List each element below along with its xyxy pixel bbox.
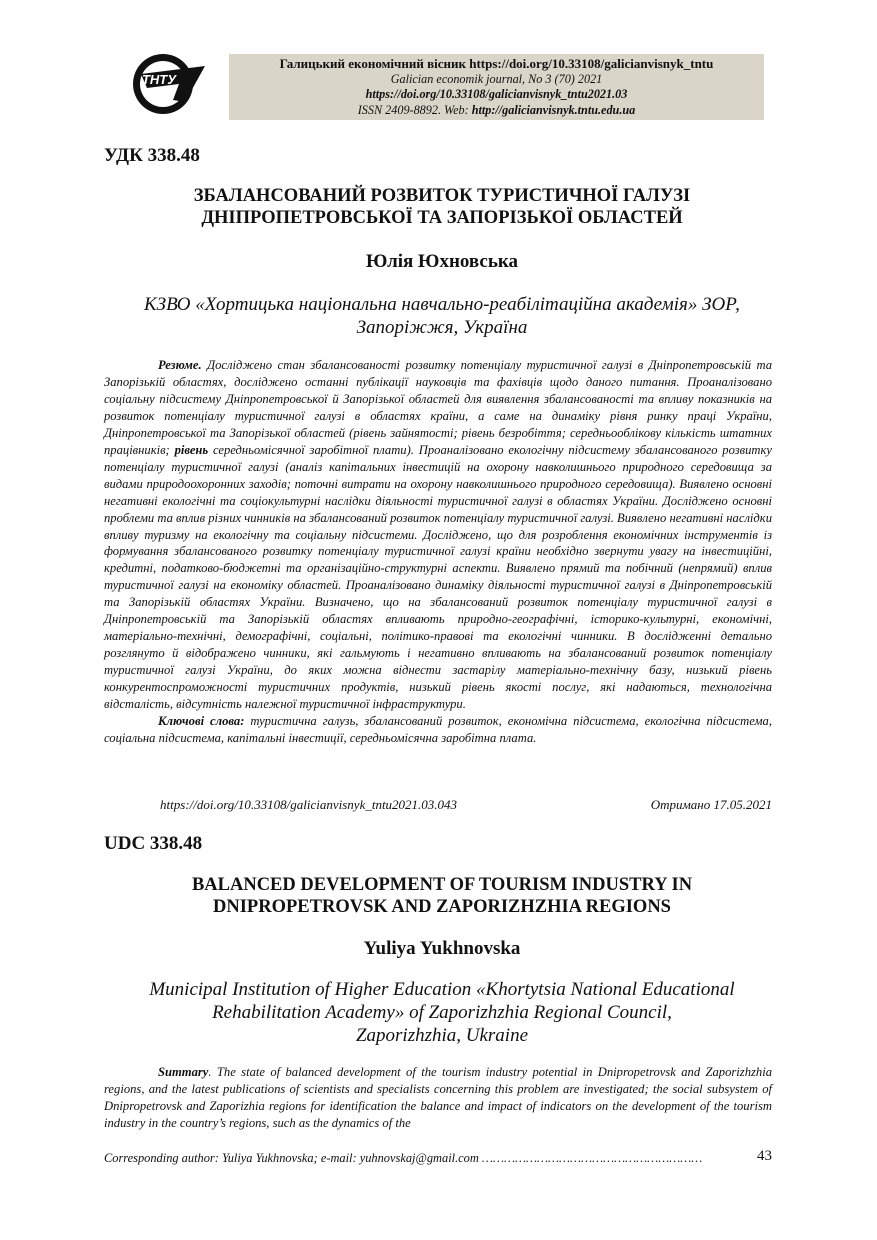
affiliation-ukr: [104, 293, 780, 339]
affiliation-eng: [104, 978, 780, 1047]
doi-received-row: [160, 797, 772, 813]
header-line-1: Галицький економічний вісник https://doi.org/10.33108/galicianvisnyk_tntu: [279, 56, 714, 71]
affiliation-eng-line-1: Municipal Institution of Higher Education «Khortytsia National Educational: [149, 979, 735, 1000]
article-doi-link[interactable]: https://doi.org/10.33108/galicianvisnyk_tntu2021.03.043: [160, 797, 458, 812]
summary-label-eng: Summary: [158, 1065, 209, 1079]
journal-logo: [127, 44, 207, 124]
title-ukr-line-2: ДНІПРОПЕТРОВСЬКОЇ ТА ЗАПОРІЗЬКОЇ ОБЛАСТЕЙ: [201, 208, 683, 228]
udc-eng: UDC 338.48: [104, 833, 203, 854]
title-eng-line-1: BALANCED DEVELOPMENT OF TOURISM INDUSTRY IN: [191, 875, 693, 895]
title-eng-line-2: DNIPROPETROVSK AND ZAPORIZHZHIA REGIONS: [213, 897, 671, 917]
received-date: Отримано 17.05.2021: [650, 797, 772, 812]
keywords-label-ukr: Ключові слова:: [158, 714, 245, 729]
title-ukr-line-1: ЗБАЛАНСОВАНИЙ РОЗВИТОК ТУРИСТИЧНОЇ ГАЛУЗІ: [193, 186, 691, 206]
abstract-label-ukr: Резюме.: [158, 358, 202, 372]
issn-text: ISSN 2409-8892. Web:: [357, 102, 472, 117]
summary-text-eng: . The state of balanced development of the tourism industry potential in Dnipropetrovsk and Zaporizhzhia regions, and the latest publications of scientists and specialists concerning this problem are investigated; the social subsystem of Dnipropetrovsk and Zaporizhia regions for identification the balance and impact of indicators on the development of the tourism industry in the country’s regions, such as the dynamics of the: [104, 1065, 772, 1130]
title-eng: [104, 874, 780, 918]
abstract-text-ukr: Досліджено стан збалансованості розвитку потенціалу туристичної галузі в Дніпропетровській та Запорізькій областях, досліджено останні публікації науковців та фахівців щодо даного питання. Проаналізовано соціальну підсистему Дніпропетровської й Запорізької областей для виявлення збалансованості та впливу показників на розвиток потенціалу туристичної галузі в областях країни, а саме на динаміку рівня ринку праці України, Дніпропетровської та Запорізької областей (рівень зайнятості; рівень безробіття; середньооблікову кількість штатних працівників;: [104, 358, 772, 457]
abstract-ukr: [104, 357, 772, 747]
author-ukr: Юлія Юхновська: [365, 251, 519, 272]
logo-text: ТНТУ: [141, 72, 177, 87]
udc-ukr: УДК 338.48: [104, 145, 200, 166]
corresponding-author: Corresponding author: Yuliya Yukhnovska; e-mail: yuhnovskaj@gmail.com ……………………………………………………: [104, 1151, 703, 1165]
abstract-bold-word: рівень: [174, 442, 209, 457]
summary-eng: [104, 1064, 772, 1132]
header-line-3: https://doi.org/10.33108/galicianvisnyk_tntu2021.03: [365, 87, 628, 102]
journal-header: [229, 54, 764, 120]
header-line-4: [229, 103, 764, 119]
keywords-text-ukr: туристична галузь, збалансований розвиток, економічна підсистема, екологічна підсистема, соціальна підсистема, капітальні інвестиції, середньомісячна заробітна плата.: [104, 714, 772, 745]
page-footer: [104, 1148, 772, 1166]
journal-website-link[interactable]: http://galicianvisnyk.tntu.edu.ua: [471, 102, 636, 117]
abstract-text-ukr-2: середньомісячної заробітної плати). Проаналізовано екологічну підсистему збалансованого розвитку потенціалу туристичної галузі (аналіз капітальних інвестицій на охорону навколишнього природного середовища за видами природоохоронних заходів; поточні витрати на охорону навколишнього природного середовища). Виявлено основні негативні екологічні та соціокультурні наслідки діяльності туристичної галузі в областях України. Досліджено основні проблеми та вплив різних чинників на збалансований розвиток потенціалу туристичної галузі. Виявлено негативні наслідки впливу туризму на екологічну та соціальну підсистеми. Досліджено, що для розроблення економічних інструментів із формування збалансованого розвитку потенціалу туристичної галузі країни необхідно звернути увагу на інвестиційні, кредитні, податково-бюджетні та організаційно-структурні аспекти. Виявлено прямий та побічний (непрямий) вплив туристичної галузі на економіку областей. Проаналізовано динаміку діяльності туристичної галузі в Дніпропетровській та Запорізькій областях України. Визначено, що на збалансований розвиток потенціалу туристичної галузі в Дніпропетровській та Запорізькій областях впливають природно-географічні, історико-культурні, економічні, матеріально-технічні, демографічні, соціальні, політико-правові та екологічні чинники. В дослідженні детально розглянуто й відображено чинники, які гальмують і негативно впливають на збалансований розвиток потенціалу туристичної галузі України, до яких можна віднести застарілу матеріально-технічну базу, низький рівень конкурентоспроможності туристичних продуктів, низький рівень якості послуг, які надаються, технологічна відсталість, відсутність належної туристичної інфраструктури.: [104, 442, 772, 712]
affiliation-ukr-line-1: КЗВО «Хортицька національна навчально-реабілітаційна академія» ЗОР,: [144, 294, 740, 315]
title-ukr: [104, 185, 780, 229]
page-number: 43: [757, 1148, 772, 1164]
affiliation-eng-line-2: Rehabilitation Academy» of Zaporizhzhia Regional Council,: [212, 1002, 672, 1023]
author-eng: Yuliya Yukhnovska: [363, 938, 521, 959]
header-line-2: Galician economik journal, No 3 (70) 2021: [390, 71, 603, 86]
affiliation-eng-line-3: Zaporizhzhia, Ukraine: [355, 1025, 529, 1046]
affiliation-ukr-line-2: Запоріжжя, Україна: [356, 317, 528, 338]
